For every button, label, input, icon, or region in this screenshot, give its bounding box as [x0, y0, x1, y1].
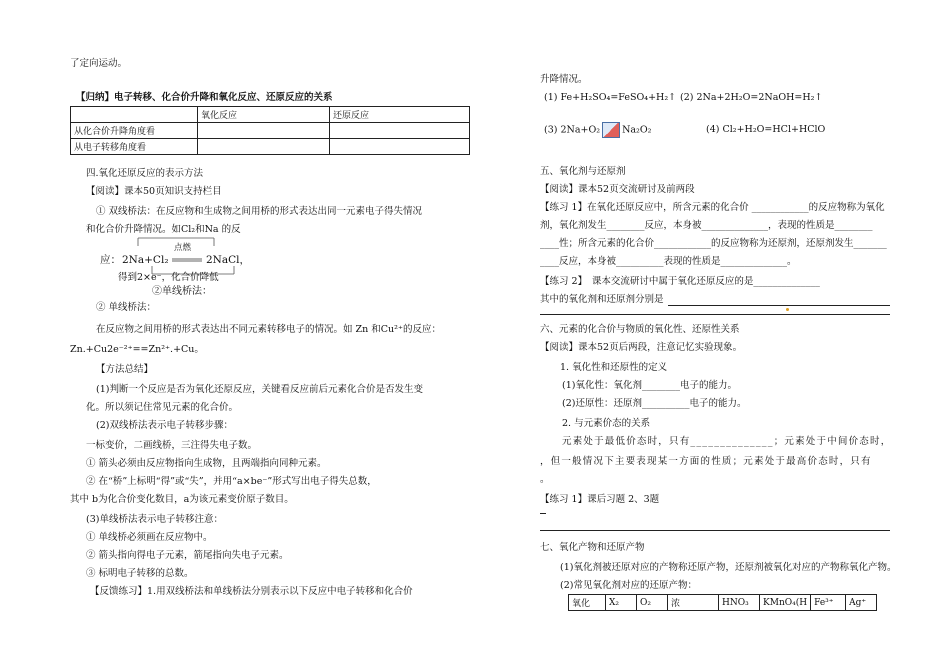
text-line: 【反馈练习】1.用双线桥法和单线桥法分别表示以下反应中电子转移和化合价	[90, 586, 413, 597]
text-line: 其中 b为化合价变化数目，a为该元素变价原子数目。	[70, 494, 294, 505]
exercise-line: 【练习 1】在氧化还原反应中，所含元素的化合价 ____________的反应物称为氧化	[540, 202, 885, 213]
equation-reactants: 2Na+Cl₂	[122, 254, 169, 266]
table-cell	[198, 139, 330, 155]
table-cell: O₂	[637, 595, 668, 611]
equation-3-product: Na₂O₂	[622, 124, 652, 136]
text-line: 和化合价升降情况。如Cl₂和Na 的反	[86, 224, 241, 235]
answer-blank[interactable]	[540, 314, 890, 315]
equation-2: (2) 2Na+2H₂O=2NaOH=H₂↑	[680, 92, 823, 103]
table-cell: 氧化	[569, 595, 606, 611]
text-line: ① 单线桥必须画在反应物中。	[86, 532, 213, 543]
equation-1: (1) Fe+H₂SO₄=FeSO₄+H₂↑	[544, 92, 677, 103]
reduction-product-table	[568, 594, 877, 611]
equation-prefix: 应：	[100, 254, 121, 266]
section-heading: 四.氧化还原反应的表示方法	[86, 168, 204, 179]
embedded-image-icon	[602, 122, 620, 138]
text-line: ① 箭头必须由反应物指向生成物，且两端指向同种元素。	[86, 458, 327, 469]
text-line: ③ 标明电子转移的总数。	[86, 568, 194, 579]
table-cell: HNO₃	[719, 595, 760, 611]
text-line: ，但一般情况下主要表现某一方面的性质；元素处于最高价态时，只有	[540, 456, 872, 467]
text-line: Zn.+Cu2e⁻²⁺==Zn²⁺.+Cu。	[70, 344, 204, 355]
reaction-condition: 点燃	[174, 243, 192, 253]
text-line: 【阅读】课本52页交流研讨及前两段	[540, 184, 695, 195]
text-line: ② 单线桥法：	[96, 302, 157, 313]
equation-products: 2NaCl，	[206, 254, 251, 266]
table-header-row	[71, 107, 470, 123]
table-cell: 从电子转移角度看	[71, 139, 198, 155]
text-line: 元素处于最低价态时，只有______________；元素处于中间价态时，	[562, 436, 892, 447]
text-line: (3)单线桥法表示电子转移注意：	[86, 514, 223, 525]
text-line: 在反应物之间用桥的形式表达出不同元素转移电子的情况。如 Zn 和Cu²⁺的反应：	[96, 324, 441, 335]
table-cell: Ag⁺	[846, 595, 877, 611]
answer-blank[interactable]	[668, 305, 890, 306]
text-line: (1)氧化剂被还原对应的产物称还原产物，还原剂被氧化对应的产物称氧化产物。	[560, 562, 897, 573]
text-line: 升降情况。	[540, 74, 588, 85]
answer-blank[interactable]	[540, 513, 546, 514]
table-cell	[198, 123, 330, 139]
text-line: (2)双线桥法表示电子转移步骤：	[96, 420, 233, 431]
section-heading: 【归纳】电子转移、化合价升降和氧化反应、还原反应的关系	[76, 92, 333, 103]
text-line: ② 箭头指向得电子元素，箭尾指向失电子元素。	[86, 550, 289, 561]
electron-gain-label: 得到2×e⁻，化合价降低	[118, 272, 219, 283]
table-cell	[330, 139, 470, 155]
single-bridge-label: ②单线桥法：	[152, 286, 212, 297]
relation-table	[70, 106, 470, 155]
text-line: 1. 氧化性和还原性的定义	[560, 362, 668, 373]
text-line: 一标变价，二画线桥，三注得失电子数。	[86, 440, 258, 451]
section-heading: 【方法总结】	[96, 364, 154, 375]
section-heading: 七、氧化产物和还原产物	[540, 542, 645, 553]
text-line: (2)还原性：还原剂__________电子的能力。	[562, 398, 747, 409]
exercise-line: ____性；所含元素的化合价____________的反应物称为还原剂，还原剂发生_______	[540, 238, 887, 249]
table-header-cell: 还原反应	[330, 107, 470, 123]
table-row	[569, 595, 877, 611]
section-heading: 五、氧化剂与还原剂	[540, 166, 626, 177]
text-line: 化。所以须记住常见元素的化合价。	[86, 402, 239, 413]
text-line: 【阅读】课本52页后两段，注意记忆实验现象。	[540, 342, 743, 353]
equation-3-reactants: (3) 2Na+O₂	[544, 124, 601, 136]
table-cell: Fe³⁺	[811, 595, 846, 611]
table-cell: 浓	[668, 595, 719, 611]
table-row	[71, 139, 470, 155]
double-bridge-equation	[102, 236, 302, 296]
table-cell: 从化合价升降角度看	[71, 123, 198, 139]
text-line: (2)常见氧化剂对应的还原产物：	[560, 580, 697, 591]
text-line: 2. 与元素价态的关系	[562, 418, 651, 429]
text-line: 了定向运动。	[70, 58, 128, 69]
table-row	[71, 123, 470, 139]
text-line: ① 双线桥法：在反应物和生成物之间用桥的形式表达出同一元素电子得失情况	[96, 206, 423, 217]
exercise-line: 【练习 1】课后习题 2、3题	[540, 494, 660, 505]
table-cell	[330, 123, 470, 139]
equation-4: (4) Cl₂+H₂O=HCl+HClO	[706, 124, 826, 135]
marker-dot	[786, 308, 789, 311]
equation-3	[544, 122, 651, 138]
answer-blank[interactable]	[540, 530, 890, 531]
table-header-cell: 氧化反应	[198, 107, 330, 123]
exercise-line: 剂，氧化剂发生________反应，本身被______________，表现的性质是________	[540, 220, 873, 231]
exercise-line: 【练习 2】 课本交流研讨中属于氧化还原反应的是______________	[540, 276, 820, 287]
table-cell: KMnO₄(H	[760, 595, 811, 611]
exercise-line: ____反应，本身被__________表现的性质是______________。	[540, 256, 797, 267]
exercise-line: 其中的氧化剂和还原剂分别是	[540, 294, 664, 305]
section-heading: 六、元素的化合价与物质的氧化性、还原性关系	[540, 324, 740, 335]
text-line: (1)氧化性：氧化剂________电子的能力。	[562, 380, 737, 391]
table-header-cell	[71, 107, 198, 123]
text-line: (1)判断一个反应是否为氧化还原反应，关键看反应前后元素化合价是否发生变	[96, 384, 423, 395]
text-line: 。	[540, 474, 550, 485]
text-line: 【阅读】课本50页知识支持栏目	[86, 186, 222, 197]
text-line: ② 在“桥”上标明“得”或“失”，并用“a×be⁻”形式写出电子得失总数，	[86, 476, 377, 487]
table-cell: X₂	[606, 595, 637, 611]
